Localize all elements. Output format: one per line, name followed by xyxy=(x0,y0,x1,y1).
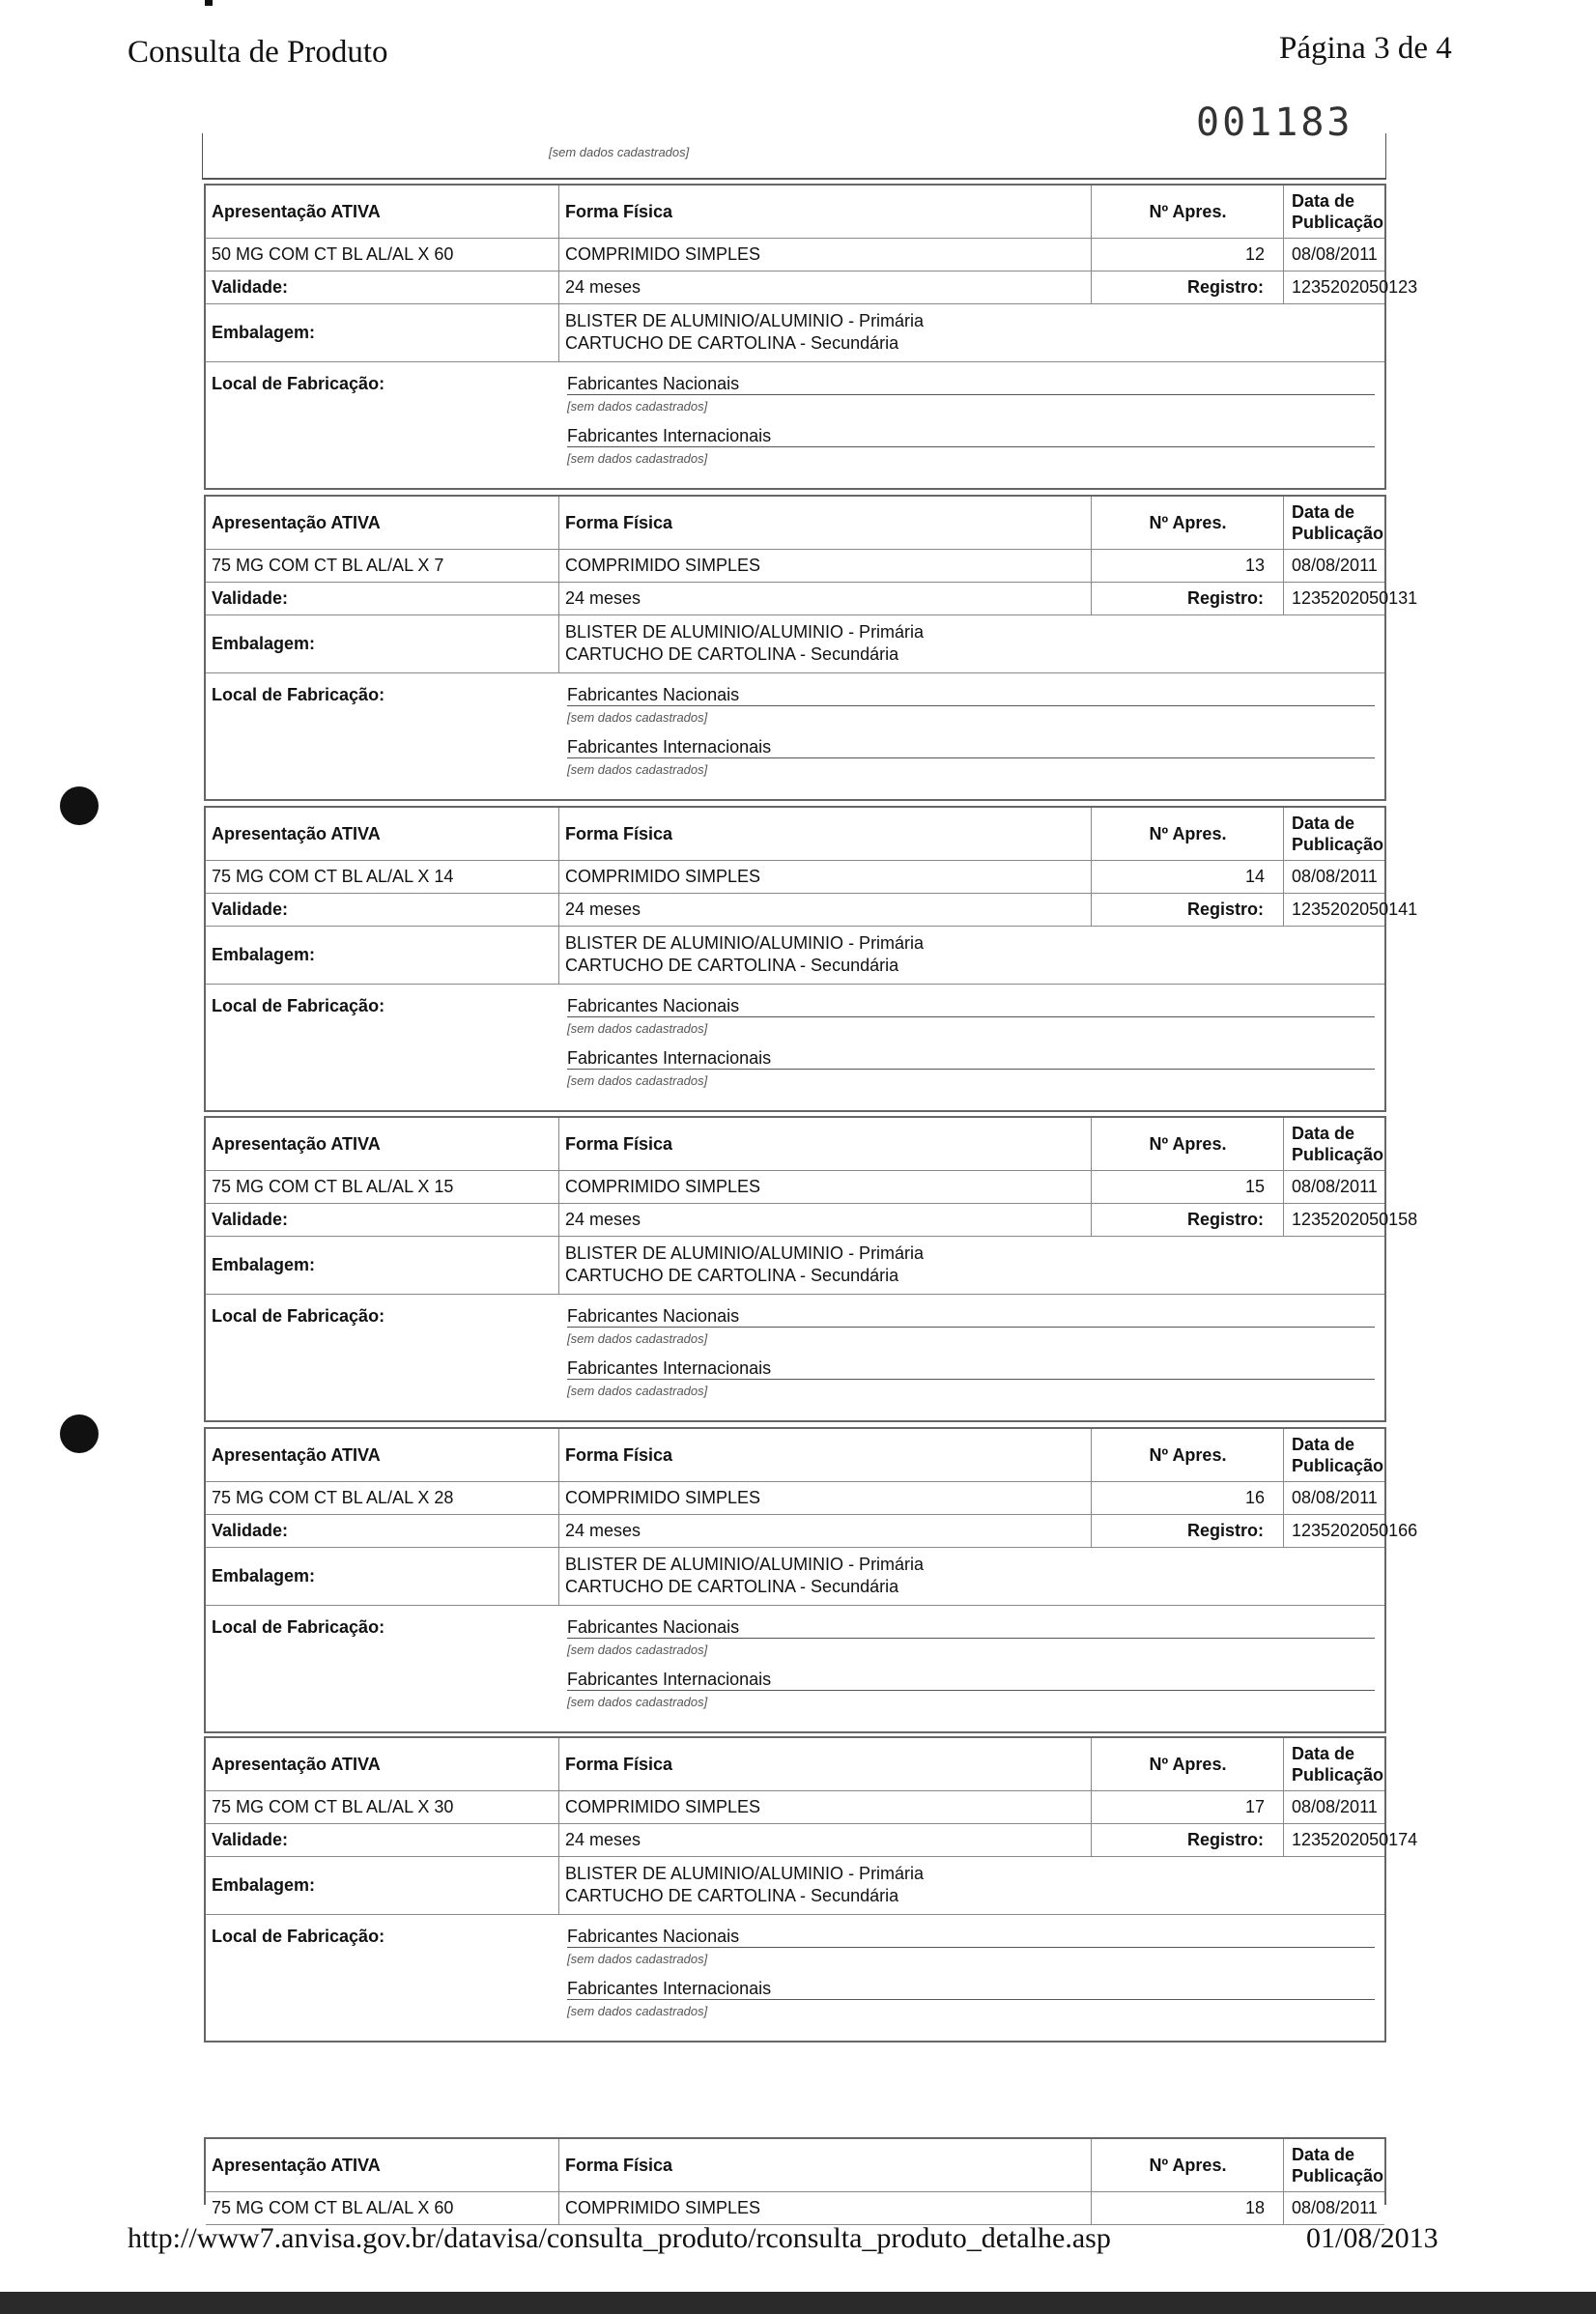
record-values-row xyxy=(206,1171,1384,1204)
embalagem-primaria: BLISTER DE ALUMINIO/ALUMINIO - Primária xyxy=(565,1243,925,1263)
record-embalagem-row xyxy=(206,615,1384,673)
embalagem-label: Embalagem: xyxy=(206,927,559,984)
forma-value: COMPRIMIDO SIMPLES xyxy=(559,861,1284,893)
embalagem-secundaria: CARTUCHO DE CARTOLINA - Secundária xyxy=(565,333,899,353)
napres-value: 13 xyxy=(1091,550,1284,582)
fabricantes-internacionais-heading: Fabricantes Internacionais xyxy=(567,1048,1375,1070)
registro-label: Registro: xyxy=(1091,894,1284,926)
napres-value: 15 xyxy=(1091,1171,1284,1203)
embalagem-primaria: BLISTER DE ALUMINIO/ALUMINIO - Primária xyxy=(565,1864,925,1883)
local-label: Local de Fabricação: xyxy=(212,1306,385,1326)
forma-value: COMPRIMIDO SIMPLES xyxy=(559,1791,1284,1823)
record-validade-row xyxy=(206,894,1418,927)
forma-label: Forma Física xyxy=(559,1118,1284,1170)
fabricantes-nacionais-heading: Fabricantes Nacionais xyxy=(567,996,1375,1017)
validade-label: Validade: xyxy=(206,1824,559,1856)
fabricantes-nacionais-heading: Fabricantes Nacionais xyxy=(567,1927,1375,1948)
record-header-row xyxy=(206,2139,1384,2192)
embalagem-secundaria: CARTUCHO DE CARTOLINA - Secundária xyxy=(565,644,899,664)
validade-label: Validade: xyxy=(206,894,559,926)
record-embalagem-row xyxy=(206,304,1384,362)
forma-value: COMPRIMIDO SIMPLES xyxy=(559,1171,1284,1203)
record-embalagem-row xyxy=(206,1548,1384,1606)
scan-edge xyxy=(0,2292,1596,2314)
data-value: 08/08/2011 xyxy=(1292,1797,1378,1816)
embalagem-values xyxy=(559,927,1384,984)
registro-value: 1235202050141 xyxy=(1292,900,1418,919)
fabricantes-nacionais-heading: Fabricantes Nacionais xyxy=(567,1617,1375,1639)
embalagem-secundaria: CARTUCHO DE CARTOLINA - Secundária xyxy=(565,1886,899,1905)
empty-note: [sem dados cadastrados] xyxy=(567,1384,708,1398)
record-embalagem-row xyxy=(206,927,1384,985)
data-value: 08/08/2011 xyxy=(1292,867,1378,886)
previous-record-tail xyxy=(202,133,1386,180)
empty-note: [sem dados cadastrados] xyxy=(567,1021,708,1036)
forma-label: Forma Física xyxy=(559,808,1284,860)
napres-value: 12 xyxy=(1091,239,1284,271)
embalagem-primaria: BLISTER DE ALUMINIO/ALUMINIO - Primária xyxy=(565,622,925,642)
product-record xyxy=(204,806,1418,1112)
fabricantes-internacionais-heading: Fabricantes Internacionais xyxy=(567,737,1375,758)
record-header-row xyxy=(206,186,1384,239)
apresentacao-label: Apresentação ATIVA xyxy=(206,186,559,238)
embalagem-label: Embalagem: xyxy=(206,615,559,672)
data-pub-label: Data de Publicação xyxy=(1292,2145,1384,2185)
validade-label: Validade: xyxy=(206,583,559,614)
forma-value: COMPRIMIDO SIMPLES xyxy=(559,2192,1284,2224)
record-local-row xyxy=(206,362,1384,488)
record-embalagem-row xyxy=(206,1857,1384,1915)
product-record xyxy=(204,1736,1418,2043)
forma-label: Forma Física xyxy=(559,2139,1284,2191)
validade-value: 24 meses xyxy=(565,1210,641,1229)
data-value: 08/08/2011 xyxy=(1292,244,1378,264)
embalagem-secundaria: CARTUCHO DE CARTOLINA - Secundária xyxy=(565,1577,899,1596)
apresentacao-value: 75 MG COM CT BL AL/AL X 60 xyxy=(206,2192,559,2224)
punch-hole xyxy=(60,1414,99,1453)
apresentacao-label: Apresentação ATIVA xyxy=(206,808,559,860)
embalagem-values xyxy=(559,1548,1384,1605)
fabricantes-nacionais-heading: Fabricantes Nacionais xyxy=(567,685,1375,706)
record-values-row xyxy=(206,1791,1384,1824)
embalagem-primaria: BLISTER DE ALUMINIO/ALUMINIO - Primária xyxy=(565,311,925,330)
forma-label: Forma Física xyxy=(559,1738,1284,1790)
forma-value: COMPRIMIDO SIMPLES xyxy=(559,239,1284,271)
validade-value: 24 meses xyxy=(565,900,641,919)
embalagem-secundaria: CARTUCHO DE CARTOLINA - Secundária xyxy=(565,956,899,975)
registro-label: Registro: xyxy=(1091,1824,1284,1856)
product-record xyxy=(204,1427,1418,1733)
apresentacao-label: Apresentação ATIVA xyxy=(206,1118,559,1170)
empty-note: [sem dados cadastrados] xyxy=(567,399,708,414)
apresentacao-label: Apresentação ATIVA xyxy=(206,497,559,549)
record-header-row xyxy=(206,1738,1384,1791)
validade-value: 24 meses xyxy=(565,277,641,297)
embalagem-label: Embalagem: xyxy=(206,304,559,361)
napres-label: Nº Apres. xyxy=(1091,808,1284,860)
record-values-row xyxy=(206,1482,1384,1515)
record-validade-row xyxy=(206,271,1418,304)
fabricantes-nacionais-heading: Fabricantes Nacionais xyxy=(567,1306,1375,1328)
data-value: 08/08/2011 xyxy=(1292,1488,1378,1507)
data-value: 08/08/2011 xyxy=(1292,2198,1378,2217)
empty-note: [sem dados cadastrados] xyxy=(567,451,708,466)
record-header-row xyxy=(206,497,1384,550)
local-label: Local de Fabricação: xyxy=(212,685,385,704)
empty-note: [sem dados cadastrados] xyxy=(567,710,708,725)
napres-value: 18 xyxy=(1091,2192,1284,2224)
document-stamp-number: 001183 xyxy=(1196,100,1354,145)
embalagem-secundaria: CARTUCHO DE CARTOLINA - Secundária xyxy=(565,1266,899,1285)
fabricantes-internacionais-heading: Fabricantes Internacionais xyxy=(567,1979,1375,2000)
empty-note: [sem dados cadastrados] xyxy=(567,2004,708,2018)
validade-label: Validade: xyxy=(206,1204,559,1236)
page-number: Página 3 de 4 xyxy=(1279,31,1452,66)
napres-label: Nº Apres. xyxy=(1091,186,1284,238)
apresentacao-value: 75 MG COM CT BL AL/AL X 28 xyxy=(206,1482,559,1514)
embalagem-label: Embalagem: xyxy=(206,1548,559,1605)
record-header-row xyxy=(206,808,1384,861)
forma-label: Forma Física xyxy=(559,497,1284,549)
embalagem-label: Embalagem: xyxy=(206,1857,559,1914)
record-values-row xyxy=(206,550,1384,583)
record-local-row xyxy=(206,985,1384,1110)
validade-value: 24 meses xyxy=(565,588,641,608)
napres-label: Nº Apres. xyxy=(1091,1118,1284,1170)
data-pub-label: Data de Publicação xyxy=(1292,191,1384,232)
registro-value: 1235202050174 xyxy=(1292,1830,1418,1849)
embalagem-values xyxy=(559,1237,1384,1294)
page-title: Consulta de Produto xyxy=(128,35,388,70)
embalagem-label: Embalagem: xyxy=(206,1237,559,1294)
record-validade-row xyxy=(206,1204,1418,1237)
empty-note: [sem dados cadastrados] xyxy=(567,1695,708,1709)
registro-label: Registro: xyxy=(1091,1204,1284,1236)
apresentacao-value: 75 MG COM CT BL AL/AL X 30 xyxy=(206,1791,559,1823)
registro-label: Registro: xyxy=(1091,1515,1284,1547)
embalagem-values xyxy=(559,304,1384,361)
record-values-row xyxy=(206,239,1384,271)
local-label: Local de Fabricação: xyxy=(212,996,385,1015)
record-local-row xyxy=(206,1295,1384,1420)
footer-url: http://www7.anvisa.gov.br/datavisa/consulta_produto/rconsulta_produto_detalhe.asp xyxy=(128,2222,1111,2254)
forma-value: COMPRIMIDO SIMPLES xyxy=(559,550,1284,582)
empty-note: [sem dados cadastrados] xyxy=(567,1331,708,1346)
record-local-row xyxy=(206,1606,1384,1731)
partial-record xyxy=(204,2137,1386,2217)
registro-value: 1235202050158 xyxy=(1292,1210,1418,1229)
napres-value: 17 xyxy=(1091,1791,1284,1823)
validade-value: 24 meses xyxy=(565,1521,641,1540)
record-validade-row xyxy=(206,1824,1418,1857)
footer-date: 01/08/2013 xyxy=(1306,2222,1439,2254)
embalagem-values xyxy=(559,1857,1384,1914)
forma-value: COMPRIMIDO SIMPLES xyxy=(559,1482,1284,1514)
apresentacao-label: Apresentação ATIVA xyxy=(206,2139,559,2191)
data-pub-label: Data de Publicação xyxy=(1292,1124,1384,1164)
validade-label: Validade: xyxy=(206,271,559,303)
napres-label: Nº Apres. xyxy=(1091,497,1284,549)
data-value: 08/08/2011 xyxy=(1292,1177,1378,1196)
data-pub-label: Data de Publicação xyxy=(1292,502,1384,543)
data-pub-label: Data de Publicação xyxy=(1292,1435,1384,1475)
forma-label: Forma Física xyxy=(559,186,1284,238)
embalagem-values xyxy=(559,615,1384,672)
napres-value: 16 xyxy=(1091,1482,1284,1514)
product-record xyxy=(204,184,1418,490)
empty-note: [sem dados cadastrados] xyxy=(549,145,690,159)
empty-note: [sem dados cadastrados] xyxy=(567,762,708,777)
apresentacao-value: 75 MG COM CT BL AL/AL X 14 xyxy=(206,861,559,893)
record-local-row xyxy=(206,1915,1384,2041)
local-label: Local de Fabricação: xyxy=(212,1927,385,1946)
registro-label: Registro: xyxy=(1091,583,1284,614)
apresentacao-value: 75 MG COM CT BL AL/AL X 15 xyxy=(206,1171,559,1203)
record-validade-row xyxy=(206,1515,1418,1548)
data-pub-label: Data de Publicação xyxy=(1292,814,1384,854)
apresentacao-label: Apresentação ATIVA xyxy=(206,1738,559,1790)
empty-note: [sem dados cadastrados] xyxy=(567,1643,708,1657)
apresentacao-value: 75 MG COM CT BL AL/AL X 7 xyxy=(206,550,559,582)
registro-value: 1235202050166 xyxy=(1292,1521,1418,1540)
record-header-row xyxy=(206,1118,1384,1171)
empty-note: [sem dados cadastrados] xyxy=(567,1073,708,1088)
apresentacao-value: 50 MG COM CT BL AL/AL X 60 xyxy=(206,239,559,271)
data-value: 08/08/2011 xyxy=(1292,556,1378,575)
local-label: Local de Fabricação: xyxy=(212,1617,385,1637)
record-values-row xyxy=(206,861,1384,894)
forma-label: Forma Física xyxy=(559,1429,1284,1481)
registro-label: Registro: xyxy=(1091,271,1284,303)
product-record xyxy=(204,1116,1418,1422)
napres-value: 14 xyxy=(1091,861,1284,893)
data-pub-label: Data de Publicação xyxy=(1292,1744,1384,1785)
record-local-row xyxy=(206,673,1384,799)
product-record xyxy=(204,495,1418,801)
scan-mark xyxy=(205,0,213,6)
empty-note: [sem dados cadastrados] xyxy=(567,1952,708,1966)
apresentacao-label: Apresentação ATIVA xyxy=(206,1429,559,1481)
napres-label: Nº Apres. xyxy=(1091,1429,1284,1481)
embalagem-primaria: BLISTER DE ALUMINIO/ALUMINIO - Primária xyxy=(565,933,925,953)
local-label: Local de Fabricação: xyxy=(212,374,385,393)
registro-value: 1235202050123 xyxy=(1292,277,1418,297)
fabricantes-nacionais-heading: Fabricantes Nacionais xyxy=(567,374,1375,395)
record-validade-row xyxy=(206,583,1418,615)
record-values-row xyxy=(206,2192,1384,2225)
fabricantes-internacionais-heading: Fabricantes Internacionais xyxy=(567,1670,1375,1691)
fabricantes-internacionais-heading: Fabricantes Internacionais xyxy=(567,1358,1375,1380)
embalagem-primaria: BLISTER DE ALUMINIO/ALUMINIO - Primária xyxy=(565,1555,925,1574)
validade-value: 24 meses xyxy=(565,1830,641,1849)
napres-label: Nº Apres. xyxy=(1091,2139,1284,2191)
record-embalagem-row xyxy=(206,1237,1384,1295)
record-header-row xyxy=(206,1429,1384,1482)
punch-hole xyxy=(60,786,99,825)
validade-label: Validade: xyxy=(206,1515,559,1547)
napres-label: Nº Apres. xyxy=(1091,1738,1284,1790)
fabricantes-internacionais-heading: Fabricantes Internacionais xyxy=(567,426,1375,447)
registro-value: 1235202050131 xyxy=(1292,588,1418,608)
